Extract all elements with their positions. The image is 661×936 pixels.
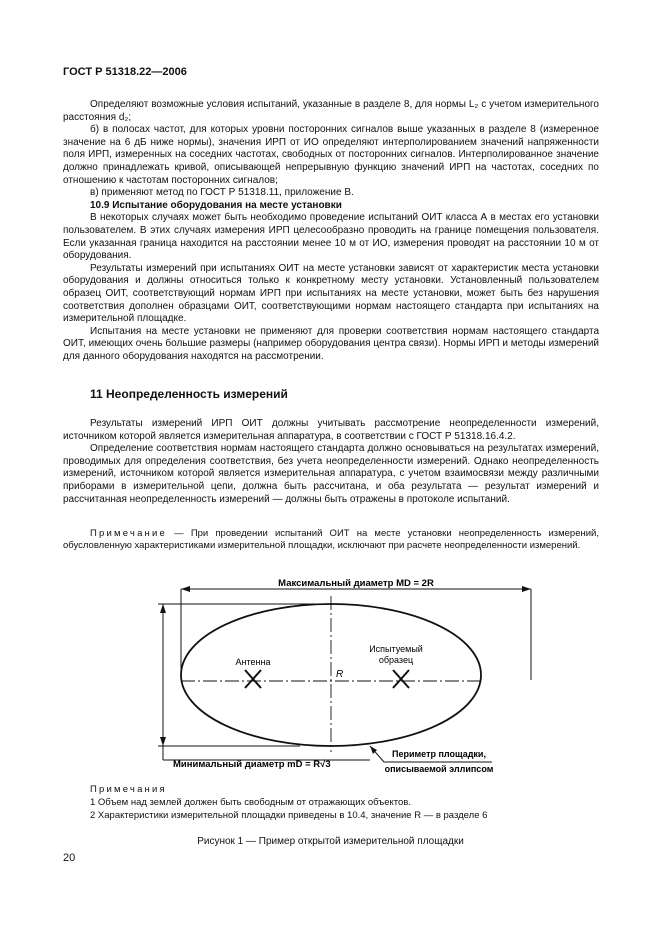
paragraph: в) применяют метод по ГОСТ Р 51318.11, приложение В. — [90, 187, 354, 199]
document-header: ГОСТ Р 51318.22—2006 — [63, 66, 187, 78]
paragraph: Результаты измерений ИРП ОИТ должны учитывать рассмотрение неопределенности измерений, источником которой является измерительная аппаратура, в соответствии с ГОСТ Р 51318.16.4.2. — [63, 418, 599, 442]
note-label: Примечание — [90, 528, 167, 539]
paragraph: В некоторых случаях может быть необходимо проведение испытаний ОИТ класса А в местах его установки пользователем. В этих случаях измерения ИРП целесообразно проводить на границе помещения пользователя. Если указанная граница находится на расстоянии менее 10 м от ИО, измерения проводят на расстоянии 10 м от оборудования. — [63, 212, 599, 262]
figure-note: 1 Объем над землей должен быть свободным от отражающих объектов. — [90, 797, 411, 808]
paragraph: Испытания на месте установки не применяют для проверки соответствия нормам настоящего стандарта ОИТ, имеющих очень большие размеры (например оборудования центра связи). Нормы ИРП и методы измерений для данного оборудования находятся на рассмотрении. — [63, 325, 599, 362]
subsection-heading: 10.9 Испытание оборудования на месте установки — [90, 199, 342, 211]
page-number: 20 — [63, 852, 76, 864]
paragraph: Определяют возможные условия испытаний, указанные в разделе 8, для нормы L₂ с учетом измерительного расстояния d₂; — [63, 99, 599, 123]
antenna-marker — [245, 670, 261, 688]
max-diameter-label: Максимальный диаметр MD = 2R — [278, 578, 434, 589]
radius-label: R — [336, 669, 344, 680]
perimeter-label-2: описываемой эллипсом — [384, 764, 494, 774]
min-diameter-label: Минимальный диаметр mD = R√3 — [173, 759, 331, 770]
section-title: 11 Неопределенность измерений — [90, 387, 288, 401]
note-text: — При проведении испытаний ОИТ на месте установки неопределенность измерений, обусловленную характеристиками измерительной площадки, исключают при расчете неопределенности измерений. — [63, 528, 599, 551]
figure-notes — [90, 783, 487, 822]
paragraph: Результаты измерений при испытаниях ОИТ на месте установки зависят от характеристик места установки оборудования и должны относиться только к конкретному месту установки. Установленный пользователем образец ОИТ, соответствующий нормам ИРП при испытаниях на месте установки, может быть без нарушения соответствия дополнен образцами ОИТ, соответствующими нормам настоящего стандарта при испытаниях на измерительной площадке. — [63, 262, 599, 325]
figure-note: 2 Характеристики измерительной площадки приведены в 10.4, значение R — в разделе 6 — [90, 810, 488, 821]
sample-label-2: образец — [378, 655, 414, 665]
sample-label-1: Испытуемый — [369, 644, 423, 654]
figure-notes-label: Примечания — [90, 784, 167, 795]
sample-marker — [393, 670, 409, 688]
figure-caption: Рисунок 1 — Пример открытой измерительной площадки — [197, 836, 464, 847]
paragraph: Определение соответствия нормам настоящего стандарта должно основываться на результатах измерений, проводимых для определения соответствия, без учета неопределенности измерений. Однако неопределенность измерений, источником которой является измерительная аппаратура, с учетом взаимосвязи между различными приборами в измерительной цепи, должна быть рассчитана, и оба результата — результат измерений и рассчитанная неопределенность измерений — должны быть отражены в протоколе испытаний. — [63, 443, 599, 505]
antenna-label: Антенна — [235, 657, 271, 667]
paragraph: б) в полосах частот, для которых уровни посторонних сигналов выше указанных в разделе 8 (измеренное значение на 6 дБ ниже нормы), значения ИРП от ИО определяют интерполированием значений напряженности поля ИРП, измеренных на соседних частотах, свободных от посторонних сигналов. Интерполированное значение должно принадлежать кривой, описывающей непрерывную функцию значений ИРП на частотах, соседних по отношению к частотам посторонних сигналов; — [63, 124, 599, 186]
perimeter-label-1: Периметр площадки, — [392, 749, 486, 759]
